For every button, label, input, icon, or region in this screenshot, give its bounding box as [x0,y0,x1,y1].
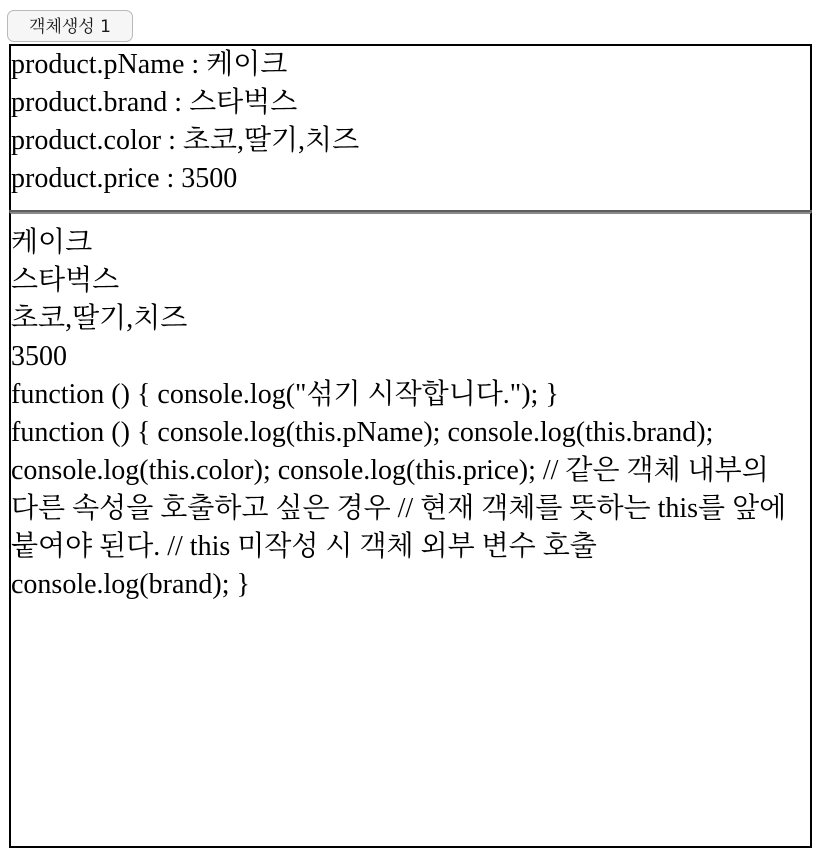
run-button[interactable]: 객체생성 1 [7,10,133,42]
property-line-pname: product.pName : 케이크 [11,49,288,80]
property-line-brand: product.brand : 스타벅스 [11,87,298,118]
value-line-pname: 케이크 [11,227,93,258]
value-line-color: 초코,딸기,치즈 [11,303,188,334]
value-output-box [9,212,812,848]
value-line-mix-function: function () { console.log("섞기 시작합니다."); } [11,379,559,410]
property-line-price: product.price : 3500 [11,163,238,194]
value-line-price: 3500 [11,341,67,372]
property-line-color: product.color : 초코,딸기,치즈 [11,125,360,156]
property-lines [11,46,810,198]
value-lines [11,214,810,604]
value-line-brand: 스타벅스 [11,265,120,296]
property-output-box [9,44,812,214]
value-line-print-function: function () { console.log(this.pName); console.log(this.brand); console.log(this.color); console.log(this.price); // 같은 객체 내부의 다른 속성을 호출하고 싶은 경우 // 현재 객체를 뜻하는 this를 앞에 붙여야 된다. // this 미작성 시 객체 외부 변수 호출 console.log(brand); } [11,417,787,600]
